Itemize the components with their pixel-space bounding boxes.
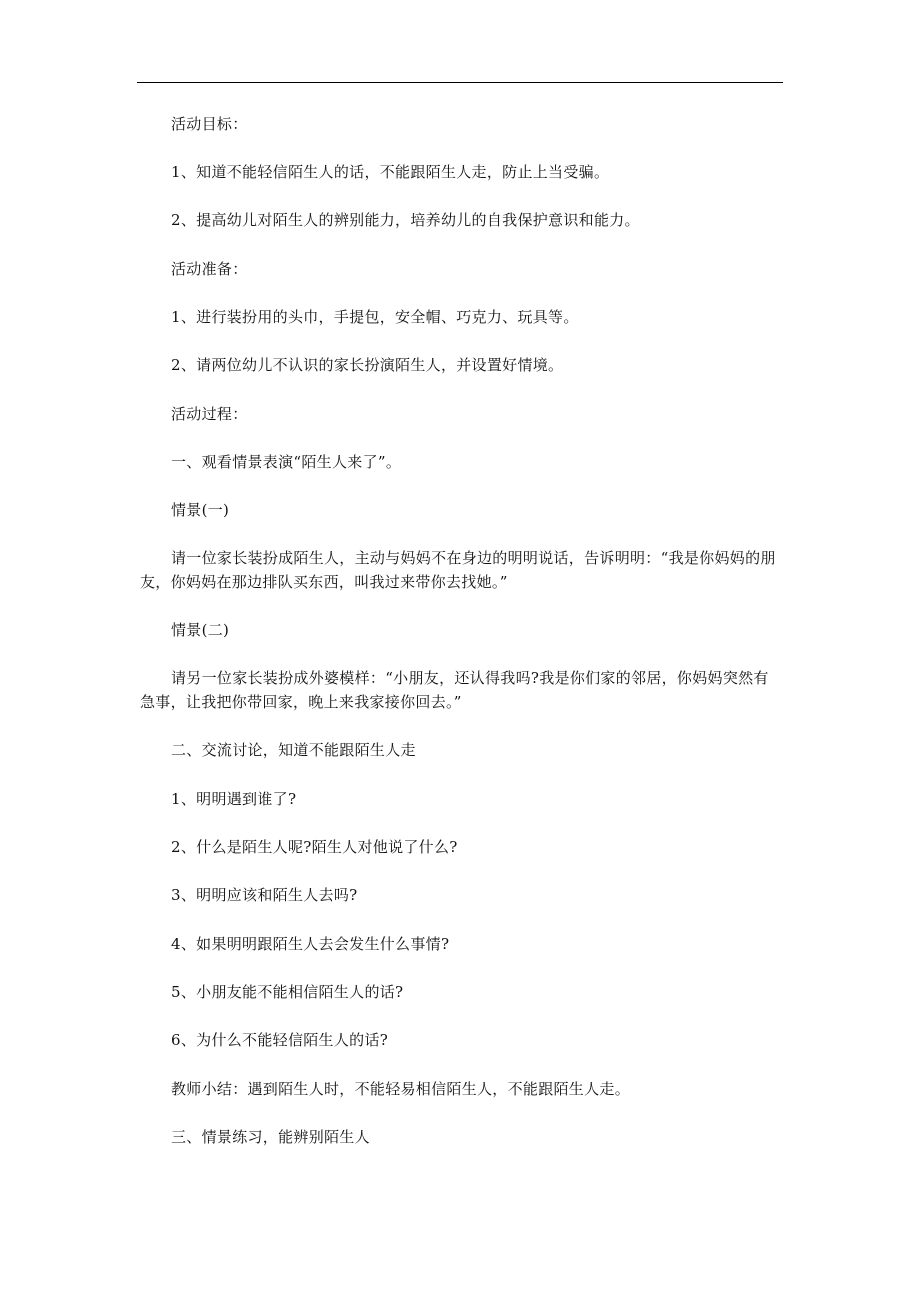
section-two-title: 二、交流讨论，知道不能跟陌生人走: [171, 741, 416, 759]
question-2: 2、什么是陌生人呢?陌生人对他说了什么?: [171, 838, 458, 856]
question-6: 6、为什么不能轻信陌生人的话?: [171, 1031, 389, 1049]
goal-item-1: 1、知道不能轻信陌生人的话，不能跟陌生人走，防止上当受骗。: [171, 163, 610, 181]
goal-item-2: 2、提高幼儿对陌生人的辨别能力，培养幼儿的自我保护意识和能力。: [171, 211, 640, 229]
heading-activity-preparation: 活动准备：: [171, 260, 248, 278]
scene-two-title: 情景(二): [171, 621, 230, 639]
teacher-summary: 教师小结：遇到陌生人时，不能轻易相信陌生人，不能跟陌生人走。: [171, 1080, 631, 1098]
question-5: 5、小朋友能不能相信陌生人的话?: [171, 983, 404, 1001]
scene-one-title: 情景(一): [171, 501, 230, 519]
scene-one-text: 请一位家长装扮成陌生人，主动与妈妈不在身边的明明说话，告诉明明：“我是你妈妈的朋友，你妈妈在那边排队买东西，叫我过来带你去找她。”: [140, 549, 776, 591]
section-three-title: 三、情景练习，能辨别陌生人: [171, 1128, 370, 1146]
heading-activity-process: 活动过程：: [171, 405, 248, 423]
header-rule: [137, 82, 783, 83]
preparation-item-2: 2、请两位幼儿不认识的家长扮演陌生人，并设置好情境。: [171, 356, 564, 374]
question-4: 4、如果明明跟陌生人去会发生什么事情?: [171, 935, 450, 953]
section-one-title: 一、观看情景表演“陌生人来了”。: [171, 453, 402, 471]
preparation-item-1: 1、进行装扮用的头巾，手提包，安全帽、巧克力、玩具等。: [171, 308, 579, 326]
heading-activity-goals: 活动目标：: [171, 115, 248, 133]
question-1: 1、明明遇到谁了?: [171, 790, 297, 808]
question-3: 3、明明应该和陌生人去吗?: [171, 886, 358, 904]
scene-two-text: 请另一位家长装扮成外婆模样：“小朋友，还认得我吗?我是你们家的邻居，你妈妈突然有急事，让我把你带回家，晚上来我家接你回去。”: [140, 669, 769, 711]
